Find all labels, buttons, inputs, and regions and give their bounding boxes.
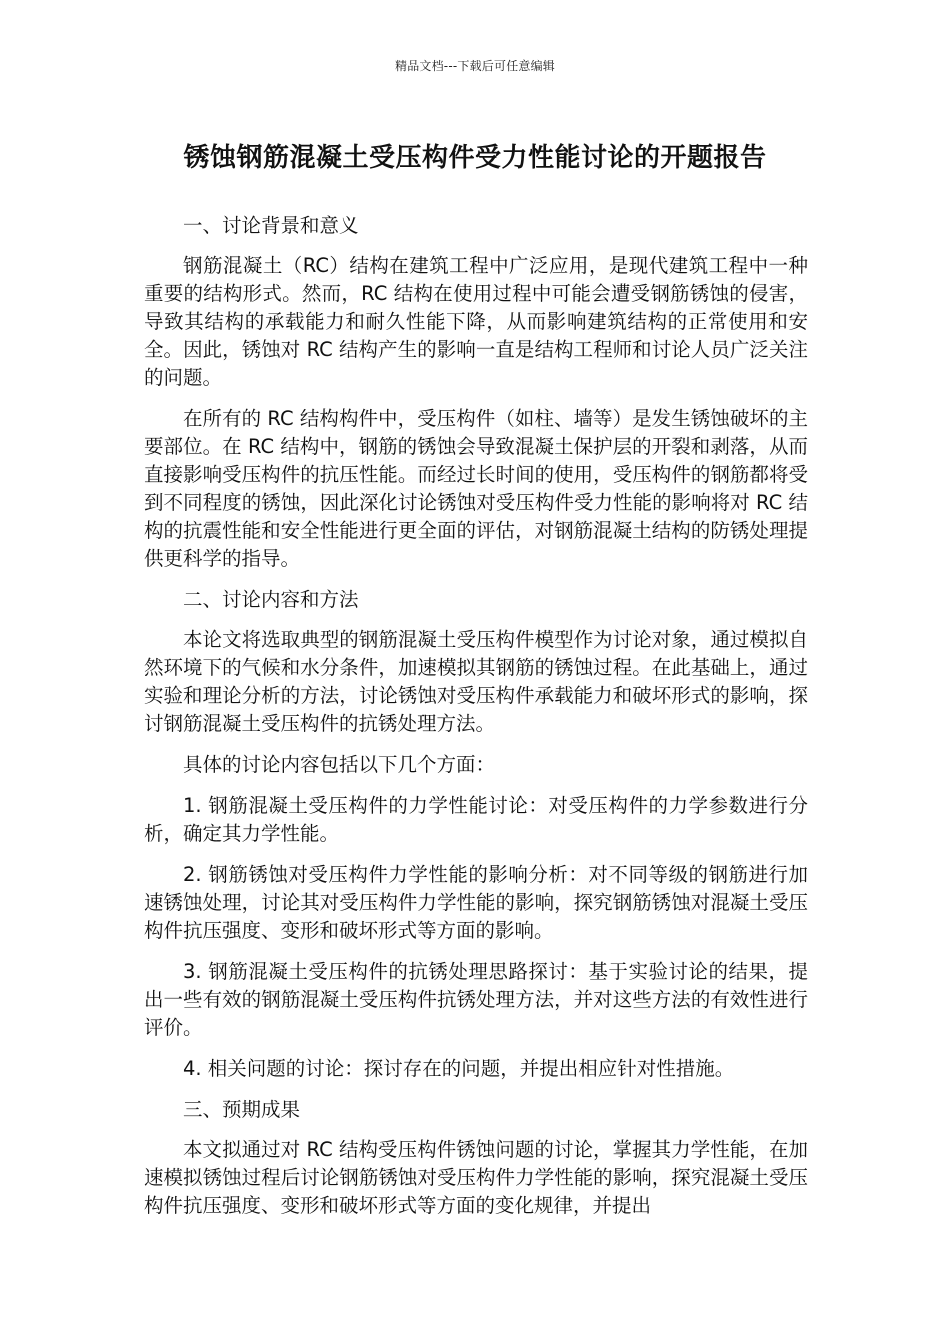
section-heading: 三、预期成果 [183, 1098, 301, 1121]
page-header: 精品文档---下载后可任意编辑 [395, 59, 555, 73]
paragraph: 本论文将选取典型的钢筋混凝土受压构件模型作为讨论对象，通过模拟自然环境下的气候和水分条件，加速模拟其钢筋的锈蚀过程。在此基础上，通过实验和理论分析的方法，讨论锈蚀对受压构件承载能力和破坏形式的影响，探讨钢筋混凝土受压构件的抗锈处理方法。 [144, 628, 808, 735]
paragraph: 具体的讨论内容包括以下几个方面： [183, 753, 496, 776]
paragraph: 本文拟通过对 RC 结构受压构件锈蚀问题的讨论，掌握其力学性能，在加速模拟锈蚀过程后讨论钢筋锈蚀对受压构件力学性能的影响，探究混凝土受压构件抗压强度、变形和破坏形式等方面的变化规律，并提出 [144, 1138, 808, 1217]
list-item: 4. 相关问题的讨论：探讨存在的问题，并提出相应针对性措施。 [183, 1057, 735, 1080]
list-item: 2. 钢筋锈蚀对受压构件力学性能的影响分析：对不同等级的钢筋进行加速锈蚀处理，讨论其对受压构件力学性能的影响，探究钢筋锈蚀对混凝土受压构件抗压强度、变形和破坏形式等方面的影响。 [144, 863, 808, 942]
list-item: 3. 钢筋混凝土受压构件的抗锈处理思路探讨：基于实验讨论的结果，提出一些有效的钢筋混凝土受压构件抗锈处理方法，并对这些方法的有效性进行评价。 [144, 960, 808, 1039]
list-item: 1. 钢筋混凝土受压构件的力学性能讨论：对受压构件的力学参数进行分析，确定其力学性能。 [144, 794, 808, 845]
section-heading: 一、讨论背景和意义 [183, 214, 359, 237]
section-heading: 二、讨论内容和方法 [183, 588, 359, 611]
document-title: 锈蚀钢筋混凝土受压构件受力性能讨论的开题报告 [183, 143, 767, 173]
paragraph: 钢筋混凝土（RC）结构在建筑工程中广泛应用，是现代建筑工程中一种重要的结构形式。然而，RC 结构在使用过程中可能会遭受钢筋锈蚀的侵害，导致其结构的承载能力和耐久性能下降，从而影响建筑结构的正常使用和安全。因此，锈蚀对 RC 结构产生的影响一直是结构工程师和讨论人员广泛关注的问题。 [144, 254, 808, 389]
document-body [144, 212, 808, 1233]
paragraph: 在所有的 RC 结构构件中，受压构件（如柱、墙等）是发生锈蚀破坏的主要部位。在 RC 结构中，钢筋的锈蚀会导致混凝土保护层的开裂和剥落，从而直接影响受压构件的抗压性能。而经过长时间的使用，受压构件的钢筋都将受到不同程度的锈蚀，因此深化讨论锈蚀对受压构件受力性能的影响将对 RC 结构的抗震性能和安全性能进行更全面的评估，对钢筋混凝土结构的防锈处理提供更科学的指导。 [144, 407, 808, 570]
